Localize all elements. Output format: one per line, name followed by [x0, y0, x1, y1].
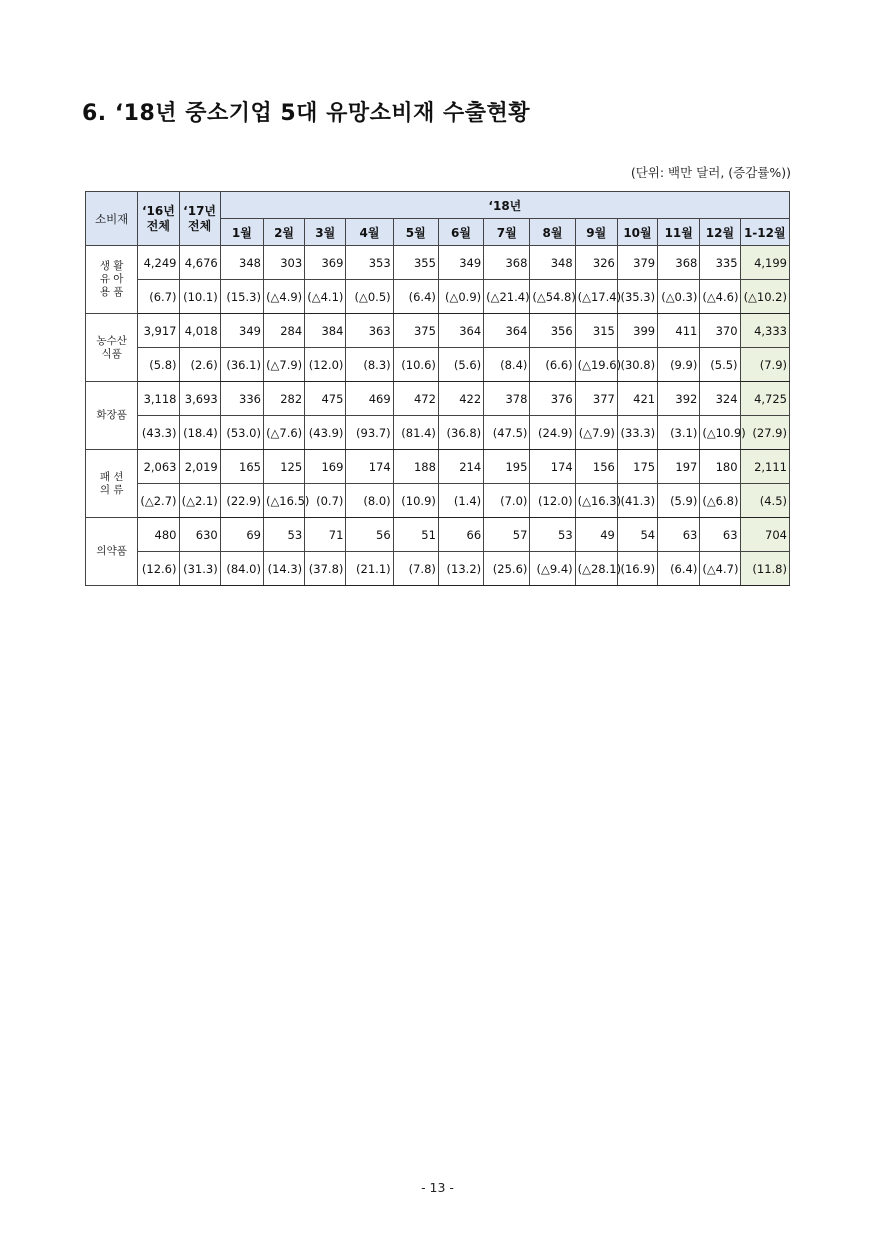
rate-cell: (9.9) [658, 348, 700, 382]
table-row-values [86, 382, 790, 416]
header-month: 5월 [393, 219, 438, 246]
value-cell: 363 [346, 314, 393, 348]
rate-cell: (△4.1) [305, 280, 346, 314]
value-cell: 376 [530, 382, 575, 416]
rate-cell: (6.7) [138, 280, 179, 314]
rate-cell: (△9.4) [530, 552, 575, 586]
rate-cell: (84.0) [220, 552, 263, 586]
rate-cell: (6.6) [530, 348, 575, 382]
category-label: 화장품 [96, 409, 127, 421]
table-row-values [86, 246, 790, 280]
rate-cell: (△16.3) [575, 484, 617, 518]
rate-cell: (6.4) [393, 280, 438, 314]
rate-cell: (△21.4) [484, 280, 530, 314]
rate-cell: (12.0) [305, 348, 346, 382]
value-cell: 69 [220, 518, 263, 552]
value-cell: 335 [700, 246, 740, 280]
value-cell: 282 [263, 382, 304, 416]
value-cell: 364 [438, 314, 483, 348]
rate-cell: (△4.7) [700, 552, 740, 586]
rate-cell: (△19.6) [575, 348, 617, 382]
value-cell: 704 [740, 518, 789, 552]
rate-cell: (27.9) [740, 416, 789, 450]
category-label: 유 아 [99, 273, 124, 285]
value-cell: 174 [530, 450, 575, 484]
value-cell: 4,018 [179, 314, 220, 348]
rate-cell: (△28.1) [575, 552, 617, 586]
value-cell: 348 [530, 246, 575, 280]
category-label: 식품 [101, 347, 122, 360]
table-row-values [86, 314, 790, 348]
rate-cell: (31.3) [179, 552, 220, 586]
value-cell: 324 [700, 382, 740, 416]
rate-cell: (6.4) [658, 552, 700, 586]
category-label: 의 류 [99, 483, 124, 496]
header-month: 8월 [530, 219, 575, 246]
value-cell: 475 [305, 382, 346, 416]
rate-cell: (35.3) [617, 280, 657, 314]
header-month: 11월 [658, 219, 700, 246]
value-cell: 364 [484, 314, 530, 348]
rate-cell: (25.6) [484, 552, 530, 586]
rate-cell: (3.1) [658, 416, 700, 450]
rate-cell: (12.0) [530, 484, 575, 518]
rate-cell: (36.8) [438, 416, 483, 450]
value-cell: 63 [658, 518, 700, 552]
value-cell: 355 [393, 246, 438, 280]
category-label: 의약품 [96, 545, 127, 557]
value-cell: 53 [530, 518, 575, 552]
value-cell: 71 [305, 518, 346, 552]
header-month: 1-12월 [740, 219, 789, 246]
rate-cell: (△0.9) [438, 280, 483, 314]
rate-cell: (16.9) [617, 552, 657, 586]
value-cell: 284 [263, 314, 304, 348]
header-category: 소비재 [86, 192, 138, 246]
category-cell [86, 450, 138, 518]
rate-cell: (81.4) [393, 416, 438, 450]
rate-cell: (37.8) [305, 552, 346, 586]
value-cell: 368 [484, 246, 530, 280]
rate-cell: (5.5) [700, 348, 740, 382]
rate-cell: (18.4) [179, 416, 220, 450]
value-cell: 63 [700, 518, 740, 552]
table-header [86, 192, 790, 246]
table-row-rates [86, 484, 790, 518]
rate-cell: (△2.7) [138, 484, 179, 518]
rate-cell: (8.0) [346, 484, 393, 518]
rate-cell: (△0.5) [346, 280, 393, 314]
category-cell [86, 246, 138, 314]
rate-cell: (△10.9) [700, 416, 740, 450]
value-cell: 4,725 [740, 382, 789, 416]
rate-cell: (5.8) [138, 348, 179, 382]
export-table [85, 191, 790, 586]
header-month: 12월 [700, 219, 740, 246]
value-cell: 349 [438, 246, 483, 280]
rate-cell: (47.5) [484, 416, 530, 450]
value-cell: 384 [305, 314, 346, 348]
value-cell: 349 [220, 314, 263, 348]
rate-cell: (△7.9) [575, 416, 617, 450]
value-cell: 174 [346, 450, 393, 484]
value-cell: 51 [393, 518, 438, 552]
rate-cell: (△17.4) [575, 280, 617, 314]
value-cell: 3,917 [138, 314, 179, 348]
header-month: 1월 [220, 219, 263, 246]
rate-cell: (△10.2) [740, 280, 789, 314]
rate-cell: (5.9) [658, 484, 700, 518]
rate-cell: (15.3) [220, 280, 263, 314]
rate-cell: (1.4) [438, 484, 483, 518]
category-cell [86, 314, 138, 382]
category-label: 생 활 [99, 260, 124, 272]
rate-cell: (33.3) [617, 416, 657, 450]
value-cell: 4,676 [179, 246, 220, 280]
value-cell: 49 [575, 518, 617, 552]
table-row-values [86, 450, 790, 484]
table-row-rates [86, 280, 790, 314]
header-month: 10월 [617, 219, 657, 246]
rate-cell: (13.2) [438, 552, 483, 586]
value-cell: 411 [658, 314, 700, 348]
rate-cell: (7.0) [484, 484, 530, 518]
rate-cell: (△7.6) [263, 416, 304, 450]
rate-cell: (△6.8) [700, 484, 740, 518]
value-cell: 480 [138, 518, 179, 552]
value-cell: 53 [263, 518, 304, 552]
value-cell: 4,249 [138, 246, 179, 280]
rate-cell: (53.0) [220, 416, 263, 450]
rate-cell: (8.3) [346, 348, 393, 382]
value-cell: 180 [700, 450, 740, 484]
value-cell: 2,019 [179, 450, 220, 484]
rate-cell: (△4.6) [700, 280, 740, 314]
category-label: 농수산 [96, 334, 127, 347]
rate-cell: (△7.9) [263, 348, 304, 382]
rate-cell: (10.9) [393, 484, 438, 518]
header-2016-sub: 전체 [146, 218, 170, 233]
value-cell: 54 [617, 518, 657, 552]
value-cell: 125 [263, 450, 304, 484]
rate-cell: (12.6) [138, 552, 179, 586]
value-cell: 165 [220, 450, 263, 484]
value-cell: 315 [575, 314, 617, 348]
table-row-values [86, 518, 790, 552]
header-month: 3월 [305, 219, 346, 246]
header-month: 4월 [346, 219, 393, 246]
rate-cell: (41.3) [617, 484, 657, 518]
header-2016-label: ‘16년 [141, 203, 175, 218]
value-cell: 169 [305, 450, 346, 484]
value-cell: 336 [220, 382, 263, 416]
rate-cell: (2.6) [179, 348, 220, 382]
rate-cell: (21.1) [346, 552, 393, 586]
header-2018: ‘18년 [220, 192, 789, 219]
value-cell: 469 [346, 382, 393, 416]
value-cell: 214 [438, 450, 483, 484]
value-cell: 66 [438, 518, 483, 552]
rate-cell: (24.9) [530, 416, 575, 450]
header-month: 7월 [484, 219, 530, 246]
header-2017-sub: 전체 [188, 218, 212, 233]
value-cell: 472 [393, 382, 438, 416]
rate-cell: (△16.5) [263, 484, 304, 518]
table-row-rates [86, 348, 790, 382]
rate-cell: (8.4) [484, 348, 530, 382]
value-cell: 175 [617, 450, 657, 484]
value-cell: 370 [700, 314, 740, 348]
rate-cell: (7.8) [393, 552, 438, 586]
header-2017-label: ‘17년 [183, 203, 217, 218]
value-cell: 57 [484, 518, 530, 552]
rate-cell: (14.3) [263, 552, 304, 586]
value-cell: 188 [393, 450, 438, 484]
rate-cell: (0.7) [305, 484, 346, 518]
rate-cell: (△2.1) [179, 484, 220, 518]
page-number: - 13 - [421, 1180, 454, 1195]
value-cell: 195 [484, 450, 530, 484]
rate-cell: (11.8) [740, 552, 789, 586]
rate-cell: (4.5) [740, 484, 789, 518]
header-month: 6월 [438, 219, 483, 246]
value-cell: 422 [438, 382, 483, 416]
category-label: 용 품 [99, 286, 124, 298]
value-cell: 399 [617, 314, 657, 348]
rate-cell: (93.7) [346, 416, 393, 450]
rate-cell: (7.9) [740, 348, 789, 382]
category-cell [86, 382, 138, 450]
value-cell: 368 [658, 246, 700, 280]
value-cell: 421 [617, 382, 657, 416]
value-cell: 378 [484, 382, 530, 416]
unit-note: (단위: 백만 달러, (증감률%)) [630, 165, 791, 180]
header-2016-total [138, 192, 179, 246]
value-cell: 156 [575, 450, 617, 484]
header-month: 2월 [263, 219, 304, 246]
value-cell: 303 [263, 246, 304, 280]
value-cell: 197 [658, 450, 700, 484]
rate-cell: (43.3) [138, 416, 179, 450]
value-cell: 356 [530, 314, 575, 348]
value-cell: 377 [575, 382, 617, 416]
value-cell: 326 [575, 246, 617, 280]
value-cell: 379 [617, 246, 657, 280]
header-2017-total [179, 192, 220, 246]
value-cell: 4,199 [740, 246, 789, 280]
value-cell: 348 [220, 246, 263, 280]
rate-cell: (36.1) [220, 348, 263, 382]
rate-cell: (5.6) [438, 348, 483, 382]
rate-cell: (22.9) [220, 484, 263, 518]
value-cell: 4,333 [740, 314, 789, 348]
rate-cell: (△54.8) [530, 280, 575, 314]
rate-cell: (10.1) [179, 280, 220, 314]
value-cell: 2,063 [138, 450, 179, 484]
value-cell: 630 [179, 518, 220, 552]
header-month: 9월 [575, 219, 617, 246]
rate-cell: (△0.3) [658, 280, 700, 314]
rate-cell: (10.6) [393, 348, 438, 382]
value-cell: 392 [658, 382, 700, 416]
rate-cell: (30.8) [617, 348, 657, 382]
rate-cell: (43.9) [305, 416, 346, 450]
value-cell: 2,111 [740, 450, 789, 484]
value-cell: 369 [305, 246, 346, 280]
rate-cell: (△4.9) [263, 280, 304, 314]
table-row-rates [86, 416, 790, 450]
value-cell: 3,118 [138, 382, 179, 416]
table-row-rates [86, 552, 790, 586]
value-cell: 375 [393, 314, 438, 348]
value-cell: 353 [346, 246, 393, 280]
table-body [86, 246, 790, 586]
value-cell: 3,693 [179, 382, 220, 416]
value-cell: 56 [346, 518, 393, 552]
page-title: 6. ‘18년 중소기업 5대 유망소비재 수출현황 [82, 101, 531, 126]
category-cell [86, 518, 138, 586]
category-label: 패 션 [99, 470, 124, 483]
